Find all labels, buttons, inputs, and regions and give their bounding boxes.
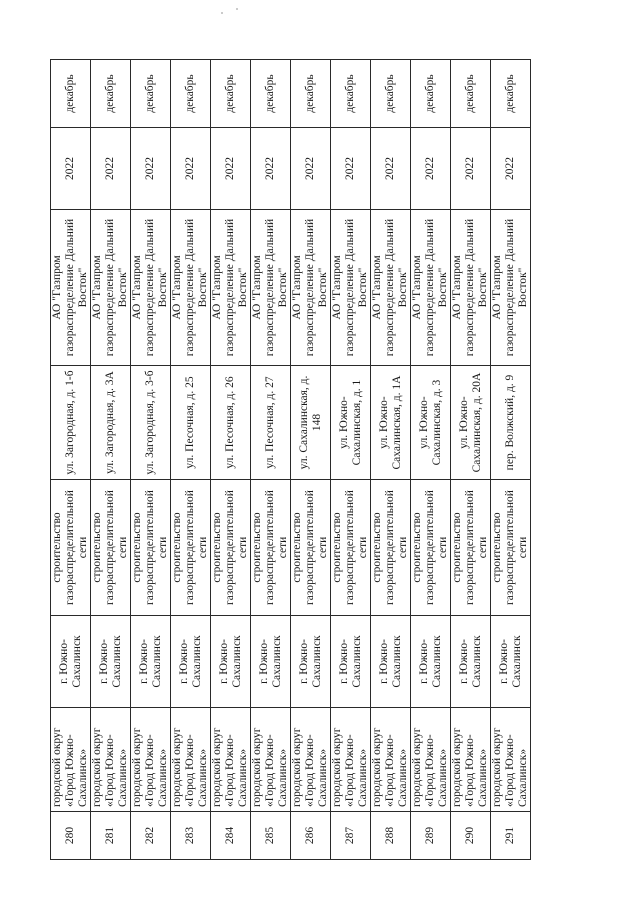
month-cell: декабрь (211, 60, 251, 128)
municipality-cell: городской округ «Город Южно-Сахалинск» (371, 708, 411, 812)
address-cell: ул. Загородная, д. 3А (91, 366, 131, 480)
year-cell: 2022 (491, 128, 531, 210)
organization-cell: АО "Газпром газораспределение Дальний Восток" (411, 210, 451, 366)
row-number: 289 (411, 812, 451, 860)
month-cell: декабрь (131, 60, 171, 128)
settlement-cell: г. Южно-Сахалинск (411, 616, 451, 708)
work-type-cell: строительство газораспределительной сети (171, 480, 211, 616)
month-cell: декабрь (411, 60, 451, 128)
row-number: 285 (251, 812, 291, 860)
address-cell: ул. Песочная, д. 27 (251, 366, 291, 480)
settlement-cell: г. Южно-Сахалинск (51, 616, 91, 708)
settlement-cell: г. Южно-Сахалинск (211, 616, 251, 708)
table-row (51, 60, 91, 860)
municipality-cell: городской округ «Город Южно-Сахалинск» (251, 708, 291, 812)
row-number: 282 (131, 812, 171, 860)
work-type-cell: строительство газораспределительной сети (451, 480, 491, 616)
address-cell: ул. Сахалинская, д. 148 (291, 366, 331, 480)
settlement-cell: г. Южно-Сахалинск (331, 616, 371, 708)
year-cell: 2022 (171, 128, 211, 210)
work-type-cell: строительство газораспределительной сети (91, 480, 131, 616)
address-cell: ул. Южно-Сахалинская, д. 1 (331, 366, 371, 480)
row-number: 280 (51, 812, 91, 860)
municipality-cell: городской округ «Город Южно-Сахалинск» (331, 708, 371, 812)
organization-cell: АО "Газпром газораспределение Дальний Восток" (331, 210, 371, 366)
settlement-cell: г. Южно-Сахалинск (371, 616, 411, 708)
month-cell: декабрь (91, 60, 131, 128)
address-cell: ул. Загородная, д. 3-б (131, 366, 171, 480)
work-type-cell: строительство газораспределительной сети (371, 480, 411, 616)
year-cell: 2022 (251, 128, 291, 210)
work-type-cell: строительство газораспределительной сети (331, 480, 371, 616)
table-row (131, 60, 171, 860)
year-cell: 2022 (371, 128, 411, 210)
address-cell: пер. Волжский, д. 9 (491, 366, 531, 480)
organization-cell: АО "Газпром газораспределение Дальний Восток" (451, 210, 491, 366)
organization-cell: АО "Газпром газораспределение Дальний Восток" (491, 210, 531, 366)
month-cell: декабрь (491, 60, 531, 128)
month-cell: декабрь (171, 60, 211, 128)
row-number: 290 (451, 812, 491, 860)
month-cell: декабрь (331, 60, 371, 128)
scan-speck (221, 12, 223, 14)
organization-cell: АО "Газпром газораспределение Дальний Восток" (291, 210, 331, 366)
settlement-cell: г. Южно-Сахалинск (491, 616, 531, 708)
month-cell: декабрь (371, 60, 411, 128)
municipality-cell: городской округ «Город Южно-Сахалинск» (491, 708, 531, 812)
year-cell: 2022 (51, 128, 91, 210)
settlement-cell: г. Южно-Сахалинск (91, 616, 131, 708)
year-cell: 2022 (291, 128, 331, 210)
table-body (51, 60, 531, 860)
table-row (211, 60, 251, 860)
organization-cell: АО "Газпром газораспределение Дальний Восток" (251, 210, 291, 366)
municipality-cell: городской округ «Город Южно-Сахалинск» (91, 708, 131, 812)
settlement-cell: г. Южно-Сахалинск (131, 616, 171, 708)
work-type-cell: строительство газораспределительной сети (211, 480, 251, 616)
settlement-cell: г. Южно-Сахалинск (291, 616, 331, 708)
address-cell: ул. Песочная, д. 26 (211, 366, 251, 480)
year-cell: 2022 (411, 128, 451, 210)
work-type-cell: строительство газораспределительной сети (251, 480, 291, 616)
work-type-cell: строительство газораспределительной сети (411, 480, 451, 616)
month-cell: декабрь (451, 60, 491, 128)
rotated-table-sheet (50, 60, 529, 860)
settlement-cell: г. Южно-Сахалинск (171, 616, 211, 708)
work-type-cell: строительство газораспределительной сети (131, 480, 171, 616)
organization-cell: АО "Газпром газораспределение Дальний Восток" (211, 210, 251, 366)
address-cell: ул. Южно-Сахалинская, д. 1А (371, 366, 411, 480)
row-number: 283 (171, 812, 211, 860)
year-cell: 2022 (211, 128, 251, 210)
settlement-cell: г. Южно-Сахалинск (451, 616, 491, 708)
month-cell: декабрь (291, 60, 331, 128)
table-row (491, 60, 531, 860)
table-row (251, 60, 291, 860)
organization-cell: АО "Газпром газораспределение Дальний Восток" (171, 210, 211, 366)
work-type-cell: строительство газораспределительной сети (291, 480, 331, 616)
organization-cell: АО "Газпром газораспределение Дальний Восток" (51, 210, 91, 366)
organization-cell: АО "Газпром газораспределение Дальний Восток" (91, 210, 131, 366)
scan-speck (236, 8, 238, 10)
table-row (291, 60, 331, 860)
month-cell: декабрь (251, 60, 291, 128)
month-cell: декабрь (51, 60, 91, 128)
address-cell: ул. Загородная, д. 1-б (51, 366, 91, 480)
table-row (331, 60, 371, 860)
municipality-cell: городской округ «Город Южно-Сахалинск» (451, 708, 491, 812)
row-number: 284 (211, 812, 251, 860)
year-cell: 2022 (131, 128, 171, 210)
year-cell: 2022 (331, 128, 371, 210)
row-number: 291 (491, 812, 531, 860)
municipality-cell: городской округ «Город Южно-Сахалинск» (51, 708, 91, 812)
municipality-cell: городской округ «Город Южно-Сахалинск» (411, 708, 451, 812)
organization-cell: АО "Газпром газораспределение Дальний Восток" (131, 210, 171, 366)
year-cell: 2022 (91, 128, 131, 210)
row-number: 286 (291, 812, 331, 860)
row-number: 288 (371, 812, 411, 860)
address-cell: ул. Южно-Сахалинская, д. 3 (411, 366, 451, 480)
table-row (411, 60, 451, 860)
work-type-cell: строительство газораспределительной сети (51, 480, 91, 616)
gasification-table (50, 59, 531, 860)
row-number: 287 (331, 812, 371, 860)
table-row (91, 60, 131, 860)
table-row (171, 60, 211, 860)
address-cell: ул. Песочная, д. 25 (171, 366, 211, 480)
organization-cell: АО "Газпром газораспределение Дальний Восток" (371, 210, 411, 366)
municipality-cell: городской округ «Город Южно-Сахалинск» (211, 708, 251, 812)
work-type-cell: строительство газораспределительной сети (491, 480, 531, 616)
municipality-cell: городской округ «Город Южно-Сахалинск» (291, 708, 331, 812)
year-cell: 2022 (451, 128, 491, 210)
municipality-cell: городской округ «Город Южно-Сахалинск» (131, 708, 171, 812)
municipality-cell: городской округ «Город Южно-Сахалинск» (171, 708, 211, 812)
table-row (371, 60, 411, 860)
settlement-cell: г. Южно-Сахалинск (251, 616, 291, 708)
table-row (451, 60, 491, 860)
row-number: 281 (91, 812, 131, 860)
address-cell: ул. Южно-Сахалинская, д. 20А (451, 366, 491, 480)
